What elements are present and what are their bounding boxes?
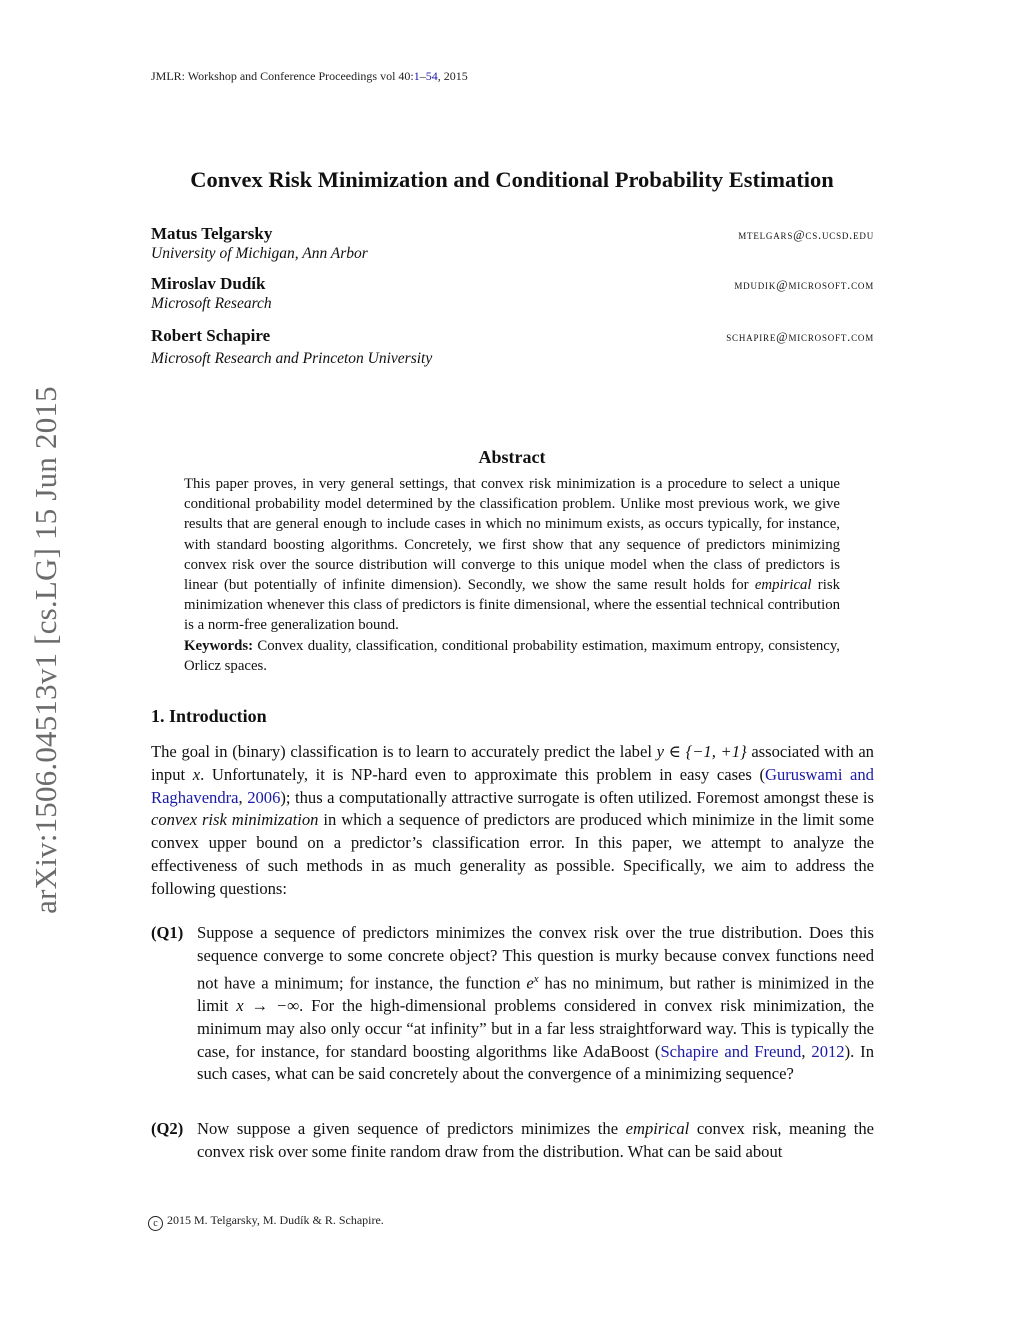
author-block-2 xyxy=(151,274,874,313)
author-name: Miroslav Dudík xyxy=(151,274,266,293)
keywords: Keywords: Convex duality, classification, conditional probability estimation, maximum entropy, consistency, Orlicz spaces. xyxy=(184,637,840,674)
copyright-footer: c 2015 M. Telgarsky, M. Dudík & R. Schapire. xyxy=(148,1213,384,1231)
citation-link[interactable]: Guruswami and Raghavendra xyxy=(151,764,874,807)
citation-year-link[interactable]: 2012 xyxy=(811,1041,845,1061)
author-email: mtelgars@cs.ucsd.edu xyxy=(738,228,874,242)
year-text: , 2015 xyxy=(437,69,468,83)
page-range-sep: – xyxy=(419,69,426,83)
author-affiliation: University of Michigan, Ann Arbor xyxy=(151,245,368,262)
abstract-body xyxy=(184,474,840,676)
author-email: schapire@microsoft.com xyxy=(726,330,874,344)
author-name: Robert Schapire xyxy=(151,326,271,345)
question-q2: (Q2) Now suppose a given sequence of predictors minimizes the empirical convex risk, meaning the convex risk over some finite random draw from the distribution. What can be said about xyxy=(151,1119,874,1161)
last-page-link[interactable]: 54 xyxy=(425,69,438,83)
intro-paragraph: The goal in (binary) classification is to learn to accurately predict the label y ∈ {−1, +1} associated with an input x. Unfortunately, it is NP-hard even to approximate this problem in easy cases (Guruswami and Raghavendra, 2006); thus a computationally attractive surrogate is often utilized. Foremost amongst these is convex risk minimization in which a sequence of predictors are produced which minimize in the limit some convex upper bound on a predictor’s classification error. In this paper, we attempt to analyze the effectiveness of such methods in as much generality as possible. Specifically, we aim to address the following questions: xyxy=(151,742,875,898)
author-block-3 xyxy=(151,326,874,368)
author-affiliation: Microsoft Research and Princeton University xyxy=(151,350,433,367)
author-affiliation: Microsoft Research xyxy=(151,295,272,312)
author-block-1 xyxy=(151,224,874,263)
abstract-paragraph: This paper proves, in very general settings, that convex risk minimization is a procedure to select a unique conditional probability model determined by the classification problem. Unlike most previous work, we give results that are general enough to include cases in which no minimum exists, as occurs typically, for instance, with standard boosting algorithms. Concretely, we first show that any sequence of predictors minimizing convex risk over the source distribution will converge to this unique model when the class of predictors is linear (but potentially of infinite dimension). Secondly, we show the same result holds for empirical risk minimization whenever this class of predictors is finite dimensional, where the essential technical contribution is a norm-free generalization bound. xyxy=(184,476,840,634)
citation-link[interactable]: Schapire and Freund xyxy=(660,1041,802,1061)
paper-title: Convex Risk Minimization and Conditional Probability Estimation xyxy=(190,167,834,192)
citation-year-link[interactable]: 2006 xyxy=(247,787,281,807)
abstract-heading: Abstract xyxy=(478,447,546,467)
question-q1: (Q1) Suppose a sequence of predictors minimizes the convex risk over the true distribution. Does this sequence converge to some concrete object? This question is murky because convex functions need not have a minimum; for instance, the function $e^x$ has no minimum, but rather is minimized in the limit x → −∞. For the high-dimensional problems considered in convex risk minimization, the minimum may also only occur “at infinity” but in a far less straightforward way. This is typically the case, for instance, for standard boosting algorithms like AdaBoost (Schapire and Freund, 2012). In such cases, what can be said concretely about the convergence of a minimizing sequence? xyxy=(151,923,875,1084)
author-name: Matus Telgarsky xyxy=(151,224,273,243)
copyright-icon: c xyxy=(148,1216,163,1231)
author-email: mdudik@microsoft.com xyxy=(734,278,874,292)
first-page-link[interactable]: 1 xyxy=(413,69,420,83)
question-label: (Q1) xyxy=(151,923,184,942)
running-head xyxy=(151,69,468,84)
arxiv-stamp: arXiv:1506.04513v1 [cs.LG] 15 Jun 2015 xyxy=(28,386,63,914)
venue-text: JMLR: Workshop and Conference Proceedings vol 40: xyxy=(151,69,414,83)
question-label: (Q2) xyxy=(151,1119,184,1138)
section-heading: 1. Introduction xyxy=(151,706,267,726)
